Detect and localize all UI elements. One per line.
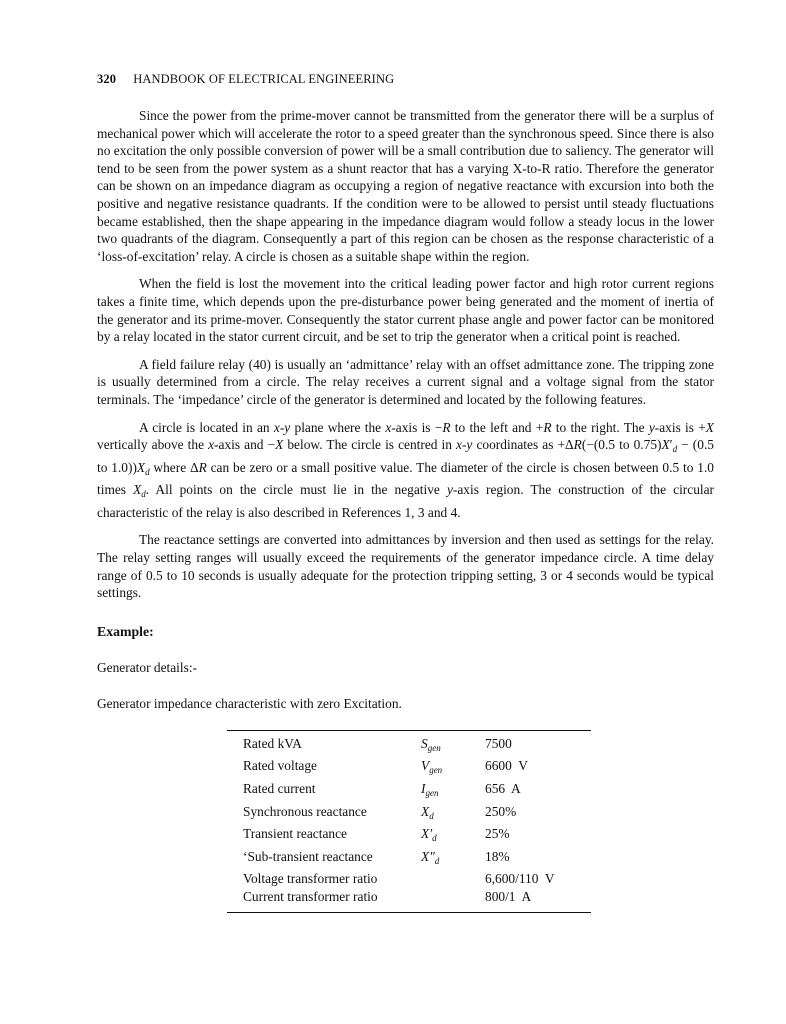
p4-math: X bbox=[275, 437, 284, 453]
symbol-subscript: gen bbox=[425, 788, 439, 799]
p4-text: − (0.5 to 1.0)) bbox=[97, 437, 714, 475]
p4-math: R bbox=[573, 437, 582, 453]
symbol-subscript: d bbox=[432, 833, 437, 844]
paragraph-5: The reactance settings are converted into admittances by inversion and then used as settings for the relay. The relay setting ranges will usually exceed the requirements of the generator impedance circle. A time delay range of 0.5 to 10 seconds is usually adequate for the protection tripping setting, 3 or 4 seconds would be typical settings. bbox=[97, 532, 714, 601]
paragraph-1: Since the power from the prime-mover cannot be transmitted from the generator there will be a surplus of mechanical power which will accelerate the rotor to a speed greater than the synchronous speed. Since there is also no excitation the only possible conversion of power will be a small contribution due to saliency. The generator will tend to be seen from the power system as a shunt reactor that has a varying X-to-R ratio. Therefore the generator can be shown on an impedance diagram as occupying a region of negative reactance with excursion into both the positive and negative resistance quadrants. If the condition were to be allowed to persist until steady fluctuations became established, then the shape appearing in the impedance diagram would follow a steady locus in the lower two quadrants of the diagram. Consequently a part of this region can be chosen as the response characteristic of a ‘loss-of-excitation’ relay. A circle is chosen as a suitable shape within the region. bbox=[97, 108, 714, 264]
parameter-name: Transient reactance bbox=[243, 826, 347, 842]
book-title: HANDBOOK OF ELECTRICAL ENGINEERING bbox=[133, 72, 395, 86]
table-row bbox=[227, 803, 591, 826]
example-heading: Example: bbox=[97, 623, 154, 639]
parameter-value: 25% bbox=[485, 826, 510, 842]
table-row bbox=[227, 888, 591, 912]
table-row bbox=[227, 730, 591, 757]
p4-text: to the left and + bbox=[450, 419, 544, 435]
p4-math: x-y bbox=[456, 437, 473, 453]
p4-text: (−(0.5 to 0.75) bbox=[581, 437, 662, 453]
paragraph-3: A field failure relay (40) is usually an ‘admittance’ relay with an offset admittance zone. The tripping zone is usually determined from a circle. The relay receives a current signal and a voltage signal from the stator terminals. The ‘impedance’ circle of the generator is determined and located by the following features. bbox=[97, 356, 714, 407]
parameter-value: 800/1 A bbox=[485, 889, 532, 904]
p4-math: R bbox=[543, 419, 552, 435]
symbol-letter: X bbox=[421, 826, 430, 842]
parameter-name: Current transformer ratio bbox=[243, 889, 378, 904]
symbol-letter: S bbox=[421, 735, 428, 751]
page-header bbox=[97, 72, 394, 87]
p4-math: X bbox=[133, 482, 142, 498]
p4-text: where Δ bbox=[149, 459, 199, 475]
paragraph-2: When the field is lost the movement into the critical leading power factor and high rotor current regions takes a finite time, which depends upon the pre-disturbance power being generated and the moment of inertia of the generator and its prime-mover. Consequently the stator current phase angle and power factor can be monitored by a relay located in the stator current circuit, and be set to trip the generator when a critical point is reached. bbox=[97, 276, 714, 345]
symbol-letter: I bbox=[421, 781, 426, 797]
parameter-value: 250% bbox=[485, 803, 517, 819]
p4-text: -axis region. The construction of the circular characteristic of the relay is also described in References 1, 3 and 4. bbox=[97, 482, 715, 520]
parameter-symbol bbox=[421, 825, 485, 848]
symbol-subscript: gen bbox=[427, 742, 441, 753]
p4-text: -axis and − bbox=[214, 437, 276, 453]
p4-text: can be zero or a small positive value. The diameter of the circle is chosen between 0.5 to 1.0 times bbox=[97, 459, 714, 498]
p4-text: to the right. The bbox=[551, 419, 649, 435]
parameter-name: Rated kVA bbox=[243, 735, 302, 751]
symbol-subscript: d bbox=[434, 855, 440, 866]
parameter-value: 6,600/110 V bbox=[485, 871, 555, 887]
generator-details-label: Generator details:- bbox=[97, 659, 198, 675]
parameter-value: 6600 V bbox=[485, 758, 528, 774]
symbol-letter: V bbox=[421, 758, 430, 774]
p4-subscript: d bbox=[141, 489, 146, 500]
p4-subscript: d bbox=[145, 466, 150, 477]
p4-math: X bbox=[136, 459, 146, 475]
parameter-name: Synchronous reactance bbox=[243, 803, 367, 819]
p4-text: below. The circle is centred in bbox=[283, 437, 457, 453]
p4-math: X bbox=[661, 437, 670, 453]
parameter-symbol bbox=[421, 730, 485, 757]
table-row bbox=[227, 825, 591, 848]
symbol-letter: X bbox=[421, 803, 430, 819]
parameter-symbol bbox=[421, 848, 485, 871]
p4-math: x-y bbox=[273, 419, 291, 435]
p4-prime: ′ bbox=[669, 437, 673, 453]
p4-text: plane where the bbox=[290, 419, 386, 435]
impedance-characteristic-label: Generator impedance characteristic with zero Excitation. bbox=[97, 695, 402, 711]
parameter-value: 656 A bbox=[485, 781, 521, 797]
table-row bbox=[227, 870, 591, 888]
symbol-letter: X bbox=[421, 848, 430, 864]
p4-math: y bbox=[648, 419, 655, 435]
table-row bbox=[227, 780, 591, 803]
p4-math: y bbox=[446, 482, 453, 498]
parameter-value: 7500 bbox=[485, 735, 512, 751]
p4-text: A circle is located in an bbox=[139, 419, 274, 435]
parameter-name: Voltage transformer ratio bbox=[243, 871, 378, 887]
p4-math: X bbox=[705, 419, 714, 435]
parameter-symbol bbox=[421, 870, 485, 888]
parameter-name: ‘Sub-transient reactance bbox=[243, 848, 373, 864]
generator-details-table bbox=[227, 730, 591, 913]
symbol-prime: ′ bbox=[429, 826, 433, 842]
p4-text: -axis is + bbox=[654, 419, 706, 435]
generator-details-rows bbox=[227, 730, 591, 912]
p4-text: coordinates as +Δ bbox=[472, 437, 574, 453]
parameter-symbol bbox=[421, 803, 485, 826]
parameter-symbol bbox=[421, 757, 485, 780]
parameter-name: Rated current bbox=[243, 781, 316, 797]
p4-subscript: d bbox=[672, 444, 678, 455]
table-row bbox=[227, 757, 591, 780]
p4-text: . All points on the circle must lie in the negative bbox=[145, 482, 447, 498]
symbol-prime: ″ bbox=[429, 848, 435, 864]
parameter-symbol bbox=[421, 888, 485, 912]
parameter-symbol bbox=[421, 780, 485, 803]
page-number: 320 bbox=[97, 72, 117, 86]
p4-math: R bbox=[198, 459, 207, 475]
symbol-subscript: gen bbox=[429, 765, 443, 776]
parameter-name: Rated voltage bbox=[243, 758, 317, 774]
p4-math: R bbox=[442, 419, 451, 435]
p4-math: x bbox=[208, 437, 215, 453]
page-body bbox=[97, 107, 714, 913]
parameter-value: 18% bbox=[485, 848, 510, 864]
p4-math: x bbox=[385, 419, 392, 435]
paragraph-4 bbox=[97, 419, 714, 522]
table-row bbox=[227, 848, 591, 871]
p4-text: -axis is − bbox=[391, 419, 443, 435]
symbol-subscript: d bbox=[429, 810, 434, 821]
p4-text: vertically above the bbox=[97, 437, 209, 453]
